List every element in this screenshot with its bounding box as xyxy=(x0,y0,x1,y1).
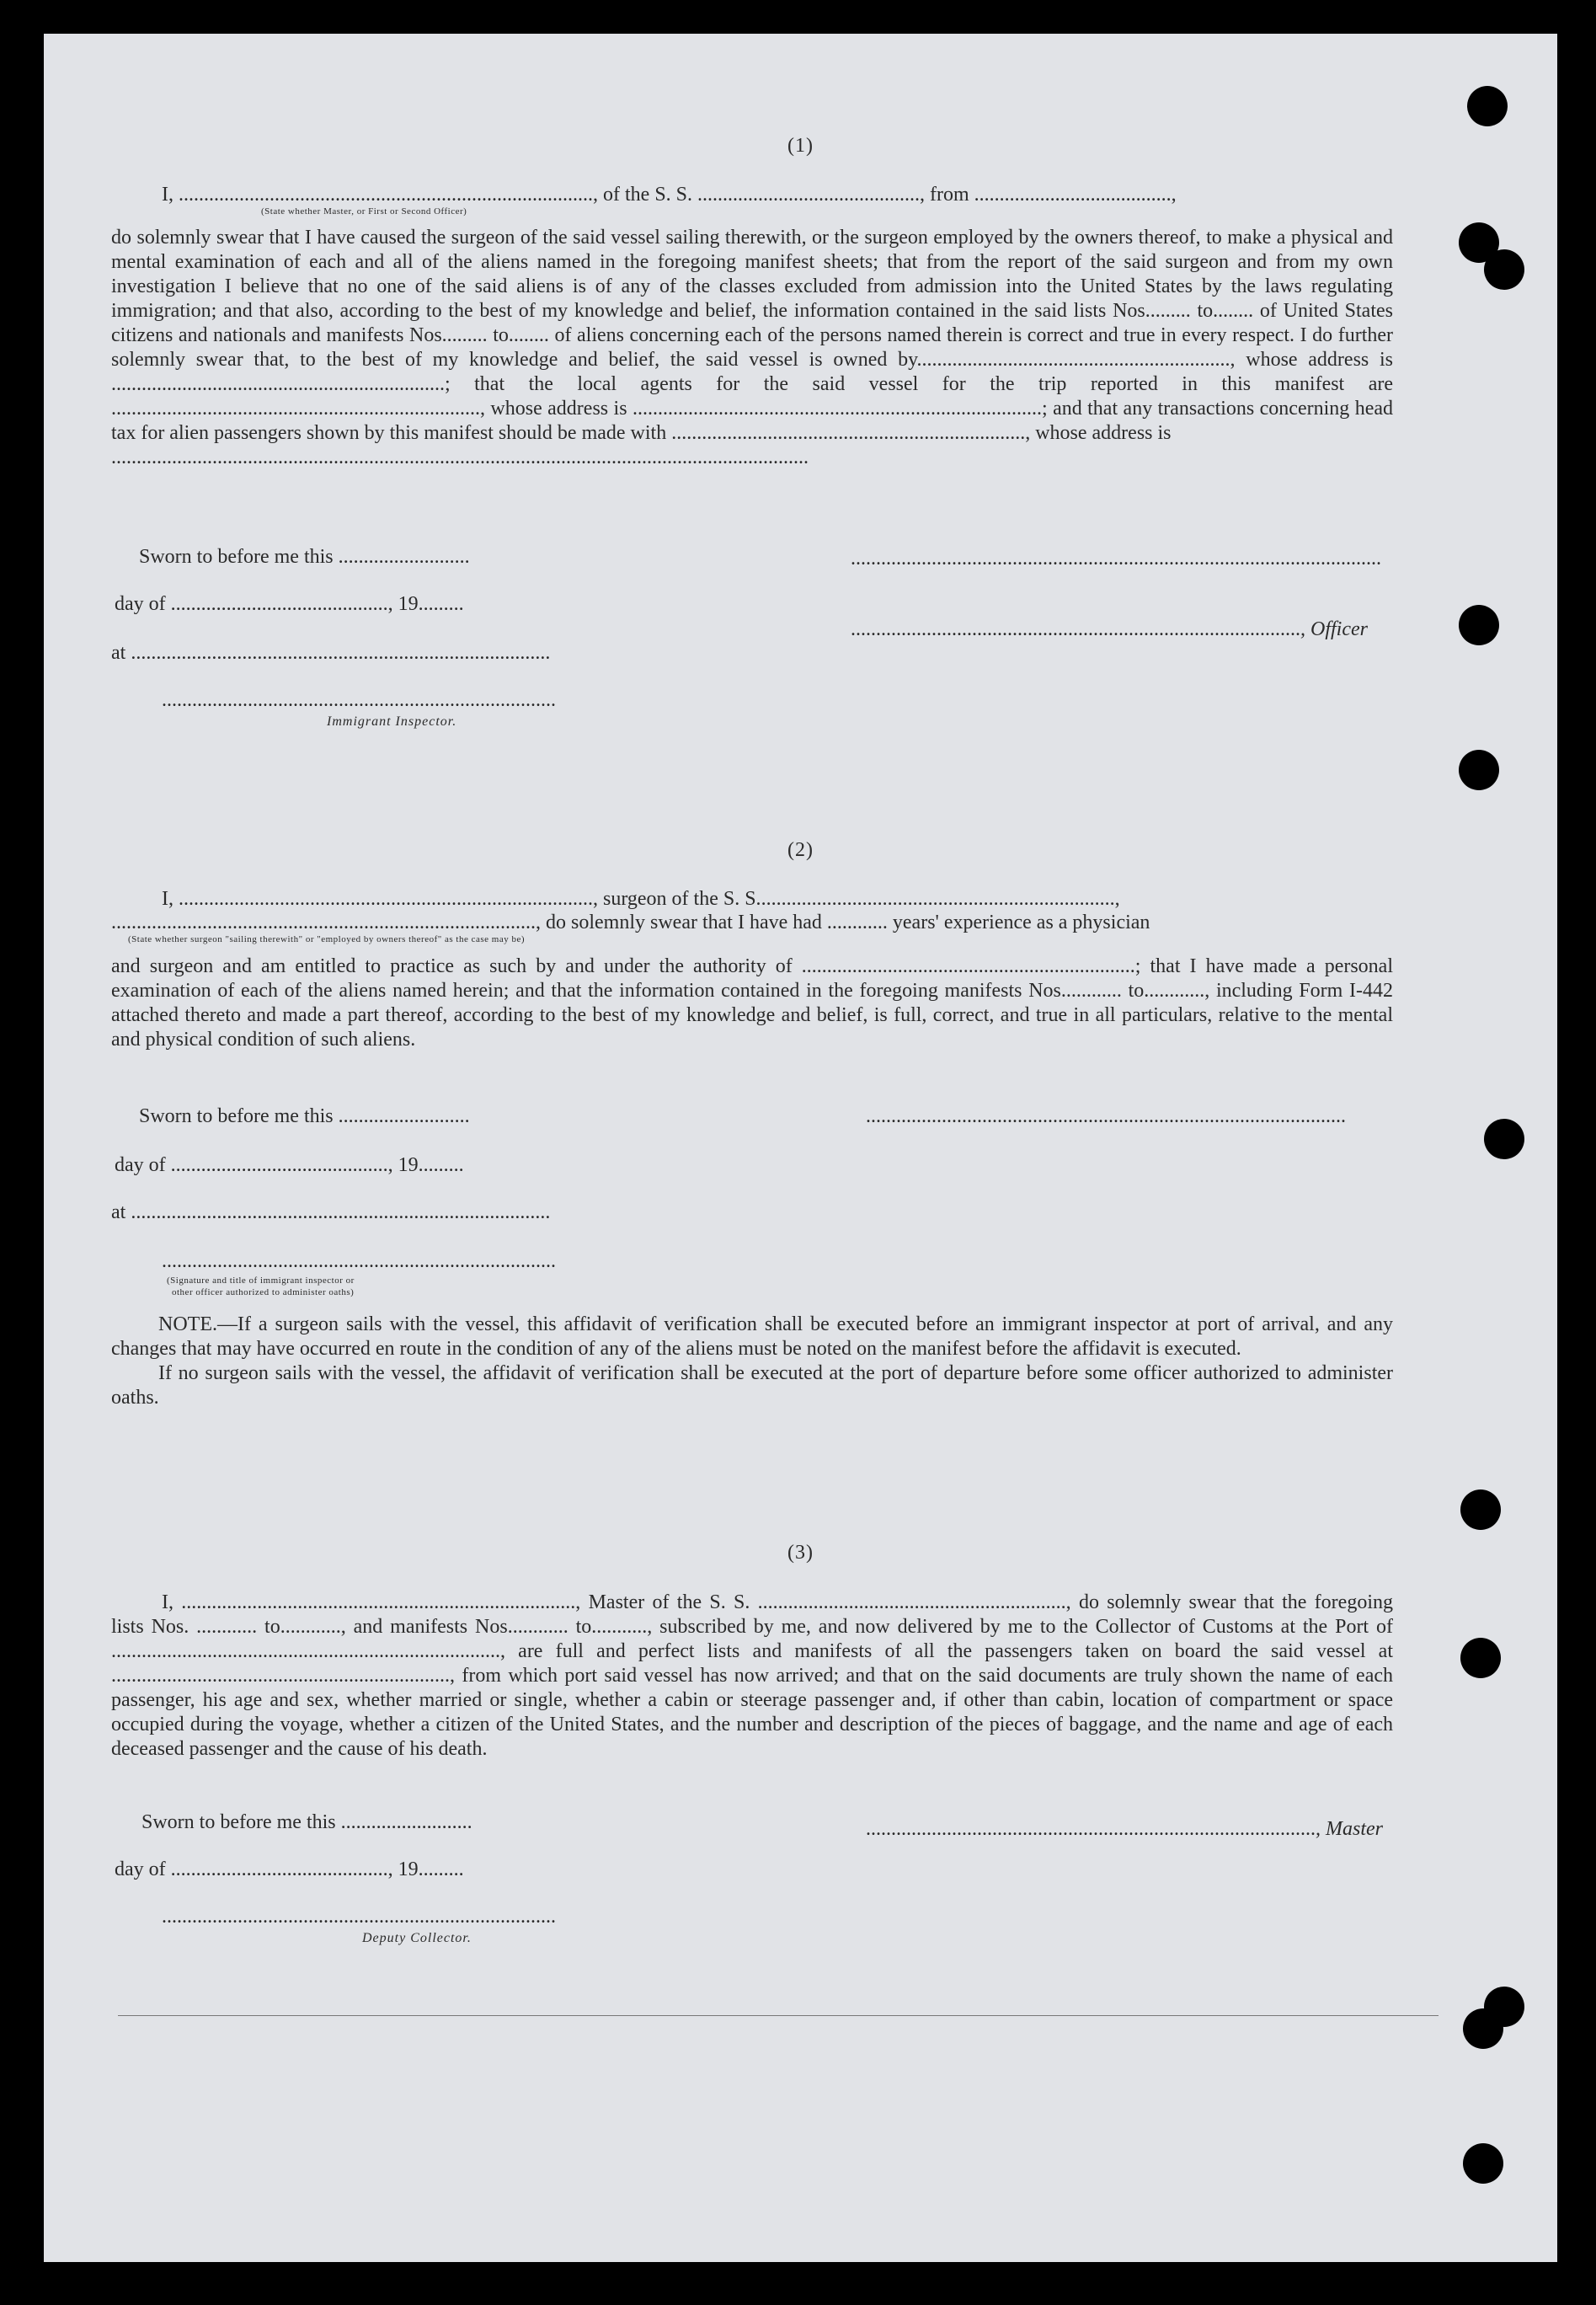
section-1-from: , from xyxy=(920,184,969,206)
fill-day-year[interactable]: ..........................................., 19......... xyxy=(170,1154,464,1176)
section-1-i: I, xyxy=(162,184,173,206)
fill-at-place[interactable]: ................................................................................... xyxy=(131,1201,551,1223)
punch-hole xyxy=(1460,1638,1501,1678)
section-2-line-2 xyxy=(111,912,1150,934)
section-3-body: I, .............................................................................., Master of the S. S. ............................................................., do solemnly swear that the foregoing lists Nos. ............ to............, and manifests Nos............ to..........., subscribed by me, and now delivered by me to the Collector of Customs at the Port of ............................................................................., are full and perfect lists and manifests of all the passengers taken on board the said vessel at ..................................................................., from which port said vessel has now arrived; and that on the said documents are truly shown the name of each passenger, his age and sex, whether married or single, whether a cabin or steerage passenger and, if other than cabin, location of compartment or space occupied during the voyage, whether a citizen of the United States, and the number and description of the pieces of baggage, and the name and age of each deceased passenger and the cause of his death. xyxy=(111,1591,1393,1760)
fill-sworn-date[interactable]: .......................... xyxy=(340,1811,472,1833)
punch-hole xyxy=(1463,2143,1503,2184)
day-of-label: day of xyxy=(115,1154,166,1176)
deputy-collector-caption: Deputy Collector. xyxy=(362,1931,472,1945)
officer-label: , Officer xyxy=(1300,618,1368,640)
punch-hole xyxy=(1467,86,1508,126)
section-1-day xyxy=(115,593,464,616)
authorized-officer-line[interactable]: .............................................................................. xyxy=(162,1250,556,1272)
fill-surgeon-type[interactable]: .................................................................................... xyxy=(111,912,536,933)
day-of-label: day of xyxy=(115,593,166,615)
fill-officer-signature[interactable]: ......................................................................................... xyxy=(851,618,1300,640)
fill-day-year[interactable]: ..........................................., 19......... xyxy=(170,1858,464,1880)
fill-surgeon-vessel[interactable]: ......................................................................, xyxy=(761,888,1120,910)
collector-signature-line[interactable]: .............................................................................. xyxy=(162,1906,556,1928)
at-label: at xyxy=(111,1201,126,1223)
fill-surgeon-name[interactable]: .................................................................................. xyxy=(179,888,593,910)
fill-from-port[interactable]: ......................................., xyxy=(974,184,1177,206)
section-1-of-ss: , of the S. S. xyxy=(593,184,693,206)
section-3-day xyxy=(115,1858,464,1881)
punch-hole xyxy=(1463,2008,1503,2049)
fill-vessel-name[interactable]: ............................................ xyxy=(697,184,921,206)
bottom-rule xyxy=(118,2015,1439,2016)
master-signature xyxy=(866,1818,1383,1841)
document-page xyxy=(44,34,1557,2262)
surgeon-signature-line[interactable]: ............................................................................................... xyxy=(866,1105,1346,1127)
section-2-number: (2) xyxy=(787,839,814,861)
fill-at-place[interactable]: ................................................................................... xyxy=(131,642,551,664)
sig-caption-1: (Signature and title of immigrant inspector or xyxy=(167,1276,355,1286)
section-2-at xyxy=(111,1201,550,1224)
fill-sworn-date[interactable]: .......................... xyxy=(338,546,470,568)
note-paragraph-2: If no surgeon sails with the vessel, the affidavit of verification shall be executed at the port of departure before some officer authorized to administer oaths. xyxy=(111,1362,1393,1409)
punch-hole xyxy=(1484,1119,1524,1159)
officer-upper-line[interactable]: ......................................................................................................... xyxy=(851,548,1381,570)
fill-day-year[interactable]: ..........................................., 19......... xyxy=(170,593,464,615)
fill-sworn-date[interactable]: .......................... xyxy=(338,1105,470,1127)
section-1-body-tail[interactable]: .......................................................................................................................................... xyxy=(111,447,809,468)
section-1-body xyxy=(111,226,1393,470)
at-label: at xyxy=(111,642,126,664)
sworn-label: Sworn to before me this xyxy=(141,1811,336,1833)
fill-officer-name[interactable]: .................................................................................. xyxy=(179,184,593,206)
fill-master-signature[interactable]: ......................................................................................... xyxy=(866,1818,1316,1840)
section-1-oath-text: do solemnly swear that I have caused the surgeon of the said vessel sailing therewith, or the surgeon employed by the owners thereof, to make a physical and mental examination of each and all of the aliens named in the foregoing manifest sheets; that from the report of the said surgeon and from my own investigation I believe that no one of the said aliens is of any of the classes excluded from admission into the United States by the laws regulating immigration; and that also, according to the best of my knowledge and belief, the information contained in the said lists Nos......... to........ of United States citizens and nationals and manifests Nos......... to........ of aliens concerning each of the persons named therein is correct and true in every respect. I do further solemnly swear that, to the best of my knowledge and belief, the said vessel is owned by.............................................................., whose address is ..................................................................; that the local agents for the said vessel for the trip reported in this manifest are ........................................................................., whose address is .................................................................................; and that any transactions concerning head tax for alien passengers shown by this manifest should be made with ......................................................................, whose address is xyxy=(111,227,1393,444)
section-1-caption: (State whether Master, or First or Second Officer) xyxy=(261,206,467,217)
sig-caption-2: other officer authorized to administer oaths) xyxy=(172,1287,355,1297)
note-block xyxy=(111,1313,1393,1410)
immigrant-inspector-caption: Immigrant Inspector. xyxy=(327,714,457,729)
section-3-number: (3) xyxy=(787,1542,814,1564)
section-3-sworn xyxy=(141,1811,472,1834)
sworn-label: Sworn to before me this xyxy=(139,1105,334,1127)
section-1-sworn xyxy=(139,546,470,569)
section-2-day xyxy=(115,1154,464,1177)
punch-hole xyxy=(1460,1489,1501,1530)
section-2-caption: (State whether surgeon "sailing therewith" or "employed by owners thereof" as the case may be) xyxy=(128,934,526,944)
punch-hole xyxy=(1459,750,1499,790)
section-2-years: , do solemnly swear that I have had ............ years' experience as a physician xyxy=(536,912,1150,933)
section-2-i: I, xyxy=(162,888,173,910)
section-2-body: and surgeon and am entitled to practice as such by and under the authority of ..................................................................; that I have made a personal examination of each of the aliens named herein; and that the information contained in the foregoing manifests Nos............ to............, including Form I-442 attached thereto and made a part thereof, according to the best of my knowledge and belief, is full, correct, and true in all particulars, relative to the mental and physical condition of such aliens. xyxy=(111,955,1393,1051)
section-1-line-1 xyxy=(162,184,1177,206)
punch-hole xyxy=(1459,605,1499,645)
section-1-number: (1) xyxy=(787,135,814,157)
master-label: , Master xyxy=(1316,1818,1383,1840)
section-2-sworn xyxy=(139,1105,470,1128)
section-2-line-1 xyxy=(162,888,1120,911)
section-1-at xyxy=(111,642,550,665)
day-of-label: day of xyxy=(115,1858,166,1880)
note-paragraph-1: NOTE.—If a surgeon sails with the vessel, this affidavit of verification shall be executed before an immigrant inspector at port of arrival, and any changes that may have occurred en route in the condition of any of the aliens must be noted on the manifest before the affidavit is executed. xyxy=(111,1313,1393,1360)
sworn-label: Sworn to before me this xyxy=(139,546,334,568)
officer-signature xyxy=(851,618,1368,641)
inspector-signature-line[interactable]: .............................................................................. xyxy=(162,689,556,711)
punch-hole xyxy=(1484,249,1524,290)
section-2-surgeon-of: , surgeon of the S. S. xyxy=(593,888,761,910)
